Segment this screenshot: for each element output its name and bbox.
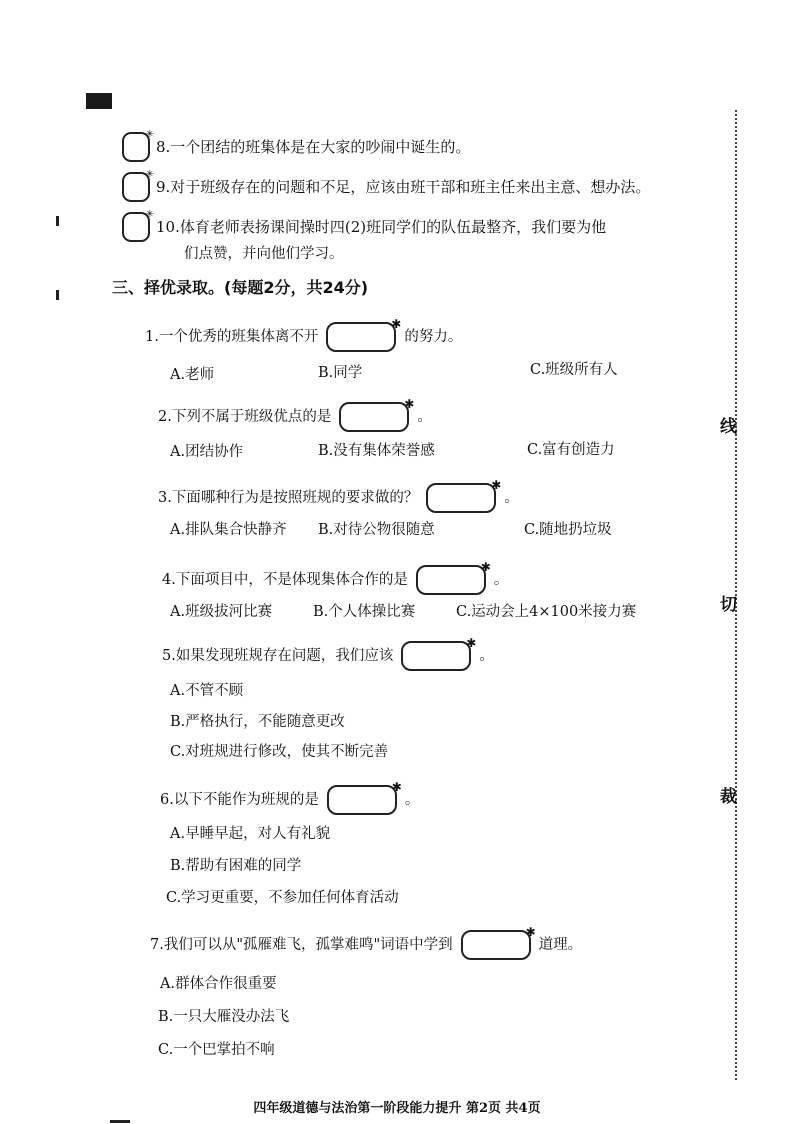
answer-box[interactable]: [461, 930, 531, 960]
option-c[interactable]: C.随地扔垃圾: [524, 522, 612, 538]
answer-box[interactable]: [426, 483, 496, 513]
option-a[interactable]: A.老师: [170, 367, 215, 383]
cut-label: 切: [720, 595, 737, 615]
question-stem: 3.下面哪种行为是按照班规的要求做的？: [158, 490, 419, 506]
question-6: [160, 785, 419, 815]
question-3: [158, 483, 519, 513]
option-c[interactable]: C.对班规进行修改，使其不断完善: [170, 744, 389, 760]
question-4: [162, 565, 508, 595]
answer-box[interactable]: [339, 402, 409, 432]
option-b[interactable]: B.没有集体荣誉感: [318, 443, 435, 459]
answer-box[interactable]: [122, 132, 150, 162]
option-b[interactable]: B.帮助有困难的同学: [170, 858, 302, 874]
question-tail: 。: [479, 648, 494, 664]
answer-box[interactable]: [326, 322, 396, 352]
option-b[interactable]: B.严格执行，不能随意更改: [170, 714, 345, 730]
option-c[interactable]: C.富有创造力: [527, 442, 615, 458]
question-tail: 道理。: [538, 937, 583, 953]
answer-box[interactable]: [401, 641, 471, 671]
question-tail: 。: [404, 792, 420, 808]
option-b[interactable]: B.个人体操比赛: [313, 604, 416, 620]
question-2: [158, 402, 432, 432]
tf-item-10: [122, 212, 606, 242]
question-stem: 2.下列不属于班级优点的是: [158, 409, 332, 425]
tf-text: 9.对于班级存在的问题和不足，应该由班干部和班主任来出主意、想办法。: [156, 178, 651, 196]
answer-box[interactable]: [416, 565, 486, 595]
tf-text: 8.一个团结的班集体是在大家的吵闹中诞生的。: [156, 138, 471, 156]
cut-label: 裁: [720, 787, 737, 807]
scan-mark: [56, 290, 59, 300]
answer-box[interactable]: [327, 785, 397, 815]
question-5: [162, 641, 494, 671]
tf-item-10-continued: 们点赞，并向他们学习。: [184, 246, 344, 262]
question-stem: 4.下面项目中，不是体现集体合作的是: [162, 572, 408, 588]
option-a[interactable]: A.早睡早起，对人有礼貌: [170, 826, 331, 842]
option-c[interactable]: C.班级所有人: [530, 362, 618, 378]
option-a[interactable]: A.团结协作: [170, 444, 244, 460]
option-c[interactable]: C.学习更重要，不参加任何体育活动: [166, 890, 399, 906]
option-a[interactable]: A.不管不顾: [170, 683, 244, 699]
page-footer: 四年级道德与法治第一阶段能力提升 第2页 共4页: [253, 1101, 541, 1116]
question-7: [150, 930, 582, 960]
tf-text: 10.体育老师表扬课间操时四(2)班同学们的队伍最整齐，我们要为他: [156, 218, 607, 236]
tf-item-8: [122, 132, 470, 162]
section-title: 三、择优录取。(每题2分，共24分): [112, 278, 369, 297]
option-a[interactable]: A.班级拔河比赛: [170, 604, 273, 620]
option-b[interactable]: B.一只大雁没办法飞: [158, 1009, 290, 1025]
question-stem: 5.如果发现班规存在问题，我们应该: [162, 648, 394, 664]
corner-registration-mark: [86, 93, 112, 109]
question-1: [145, 322, 462, 352]
question-tail: 。: [417, 409, 432, 425]
tf-item-9: [122, 172, 650, 202]
scan-mark: [110, 1120, 130, 1123]
option-b[interactable]: B.对待公物很随意: [318, 522, 435, 538]
option-b[interactable]: B.同学: [318, 365, 363, 381]
option-a[interactable]: A.排队集合快静齐: [170, 522, 287, 538]
question-tail: 的努力。: [404, 329, 463, 345]
option-c[interactable]: C.一个巴掌拍不响: [158, 1042, 275, 1058]
cut-label: 线: [720, 417, 737, 437]
question-tail: 。: [493, 572, 509, 588]
question-stem: 6.以下不能作为班规的是: [160, 792, 319, 808]
scan-mark: [56, 216, 59, 226]
option-c[interactable]: C.运动会上4×100米接力赛: [456, 604, 637, 620]
option-a[interactable]: A.群体合作很重要: [160, 976, 277, 992]
question-tail: 。: [504, 490, 519, 506]
question-stem: 7.我们可以从"孤雁难飞，孤掌难鸣"词语中学到: [150, 937, 453, 953]
answer-box[interactable]: [122, 212, 150, 242]
question-stem: 1.一个优秀的班集体离不开: [145, 329, 319, 345]
answer-box[interactable]: [122, 172, 150, 202]
